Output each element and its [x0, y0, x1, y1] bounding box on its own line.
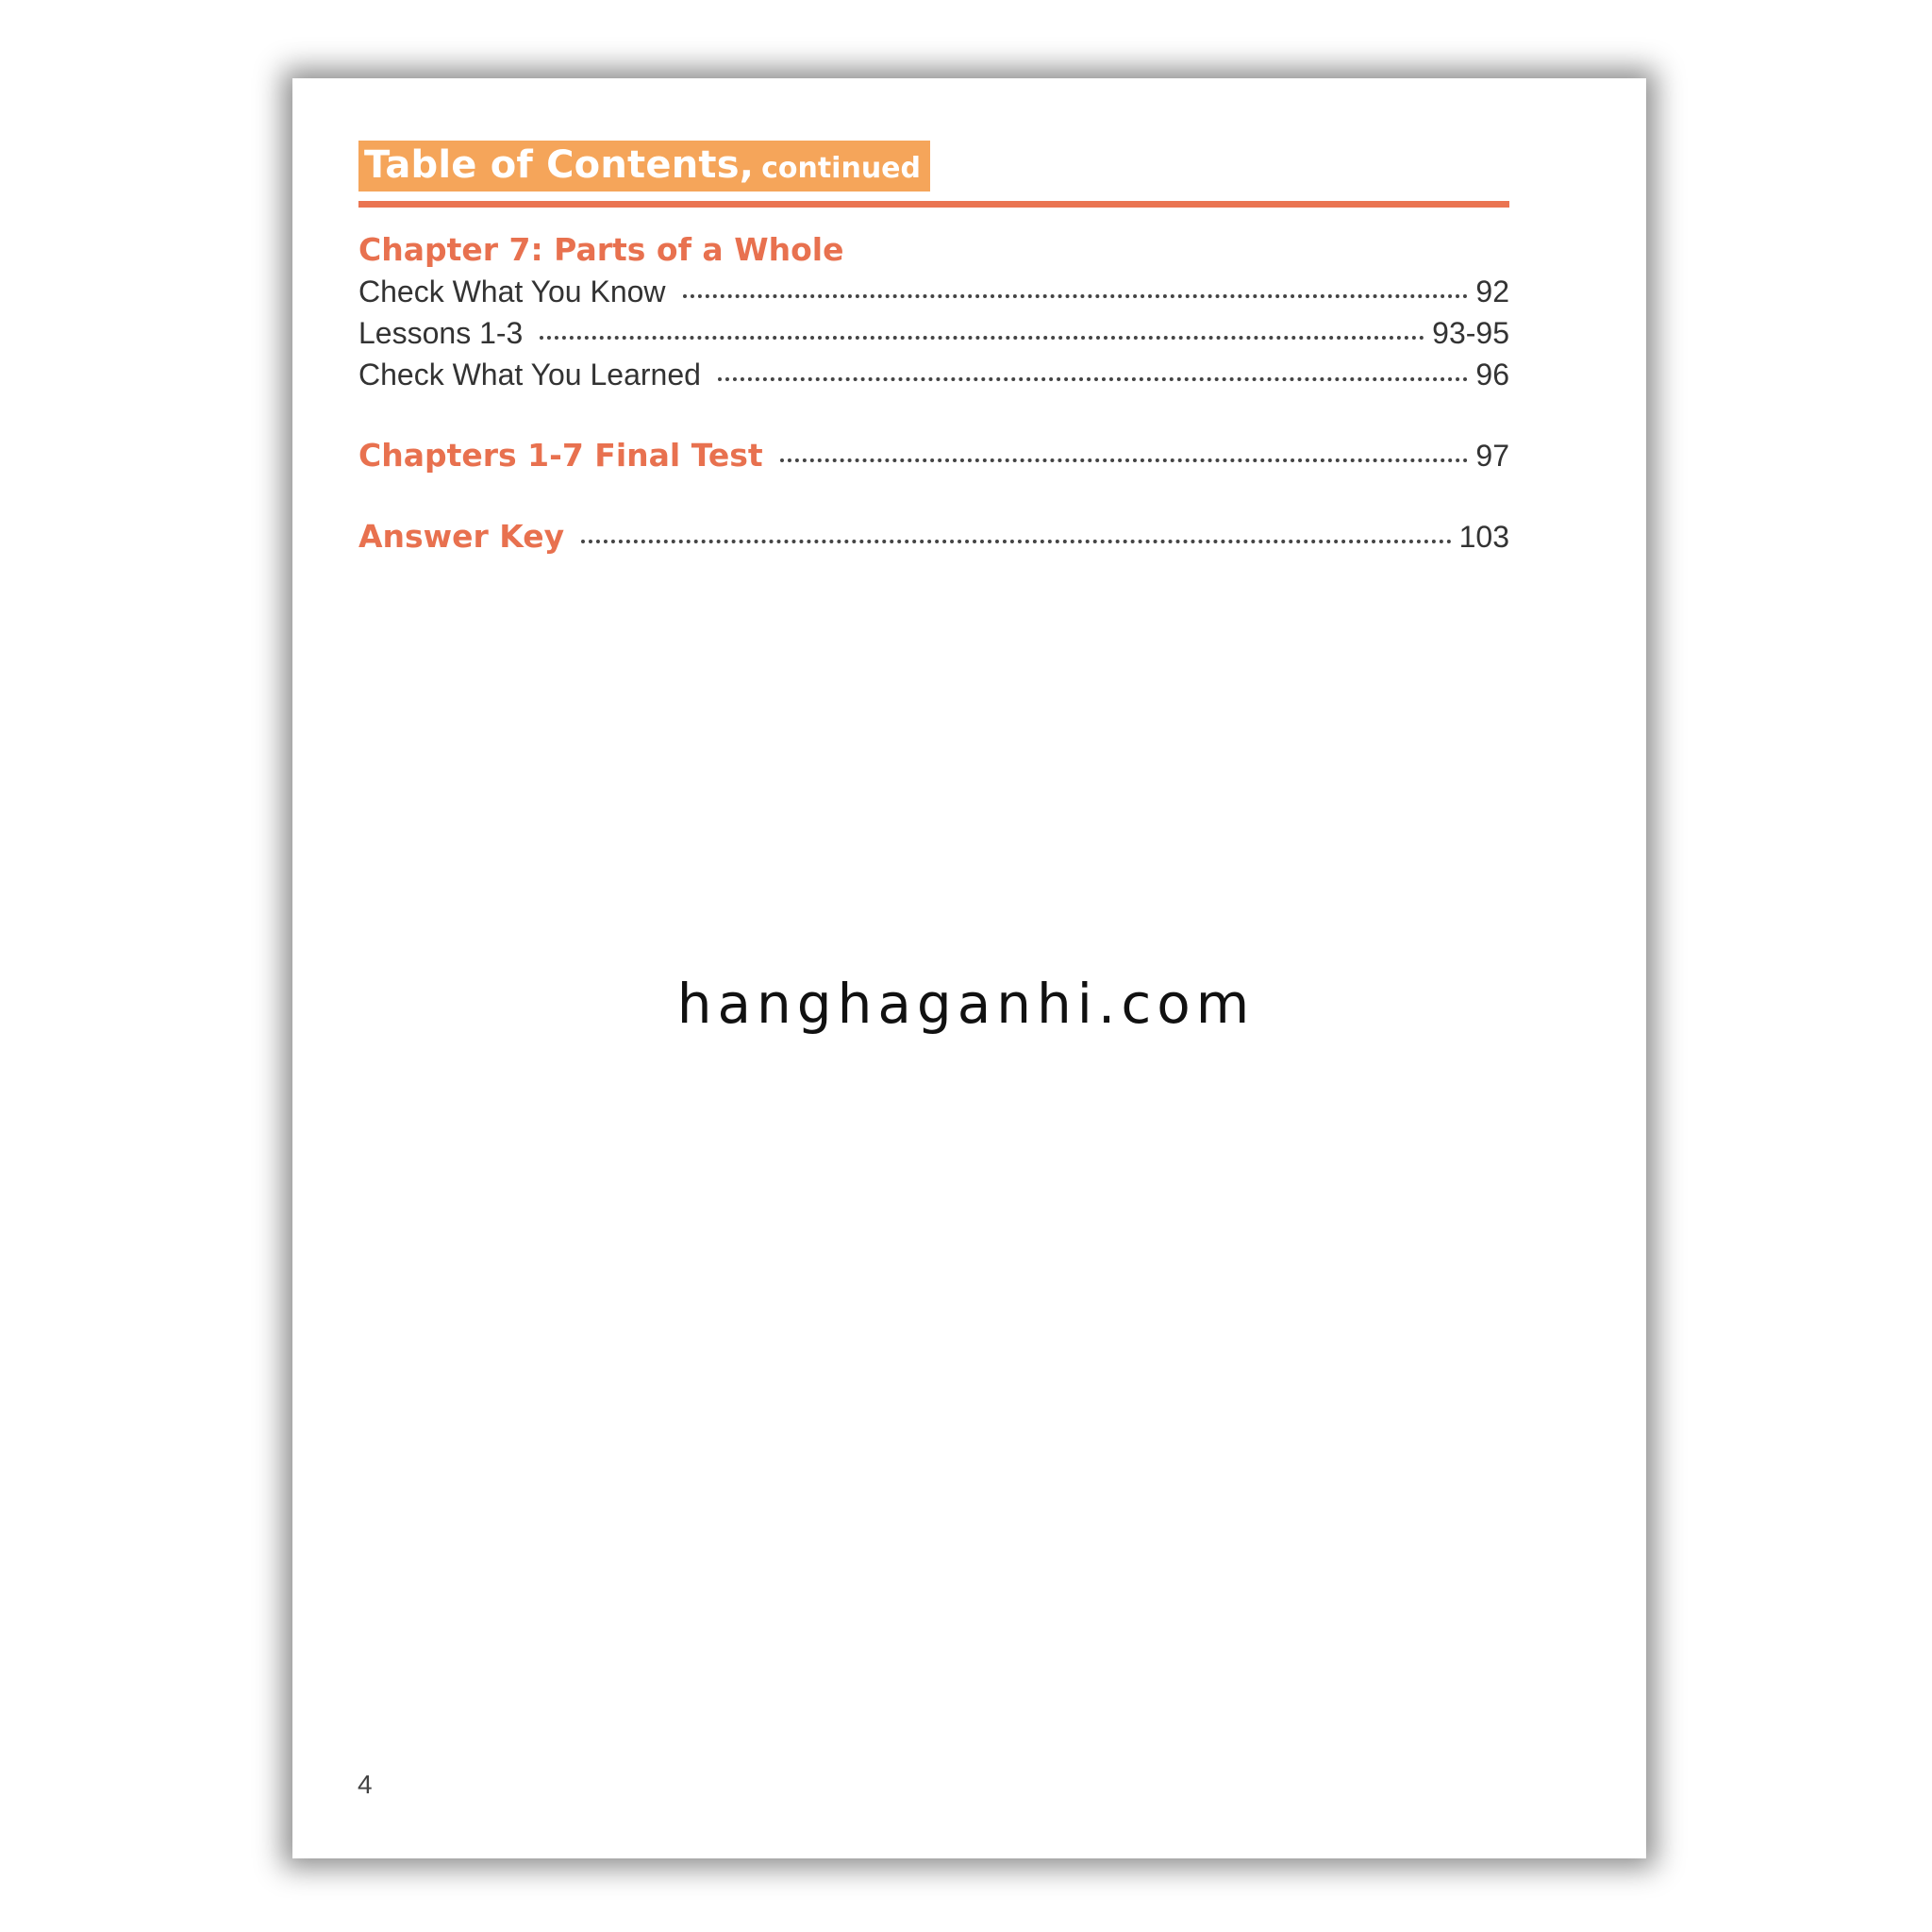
toc-entry-label: Check What You Learned — [358, 358, 701, 391]
toc-entry-page: 92 — [1475, 275, 1509, 308]
document-page — [292, 78, 1646, 1858]
toc-list — [358, 229, 1509, 558]
toc-entry-page: 93-95 — [1432, 316, 1509, 350]
toc-entry-label: Check What You Know — [358, 275, 666, 308]
watermark-text: hanghaganhi.com — [676, 972, 1256, 1036]
toc-entry-page: 103 — [1458, 520, 1509, 554]
dot-leader — [780, 458, 1469, 462]
toc-header — [358, 141, 1509, 192]
toc-entry-check-what-you-know — [358, 271, 1509, 312]
chapter-7-heading: Chapter 7: Parts of a Whole — [358, 231, 844, 268]
page-number: 4 — [358, 1770, 373, 1799]
toc-entry-final-test — [358, 435, 1509, 476]
toc-entry-label: Lessons 1-3 — [358, 316, 524, 350]
toc-entry-lessons — [358, 312, 1509, 354]
header-banner — [358, 141, 930, 192]
header-title: Table of Contents, — [364, 143, 755, 187]
dot-leader — [683, 294, 1469, 298]
toc-entry-page: 96 — [1475, 358, 1509, 391]
toc-entry-check-what-you-learned — [358, 354, 1509, 395]
header-rule — [358, 201, 1509, 208]
header-subtitle: continued — [761, 152, 922, 185]
toc-entry-page: 97 — [1475, 439, 1509, 473]
toc-entry-label: Chapters 1-7 Final Test — [358, 437, 763, 474]
dot-leader — [540, 336, 1424, 340]
toc-entry-label: Answer Key — [358, 518, 565, 555]
dot-leader — [718, 377, 1468, 381]
dot-leader — [581, 540, 1451, 543]
toc-entry-answer-key — [358, 516, 1509, 558]
